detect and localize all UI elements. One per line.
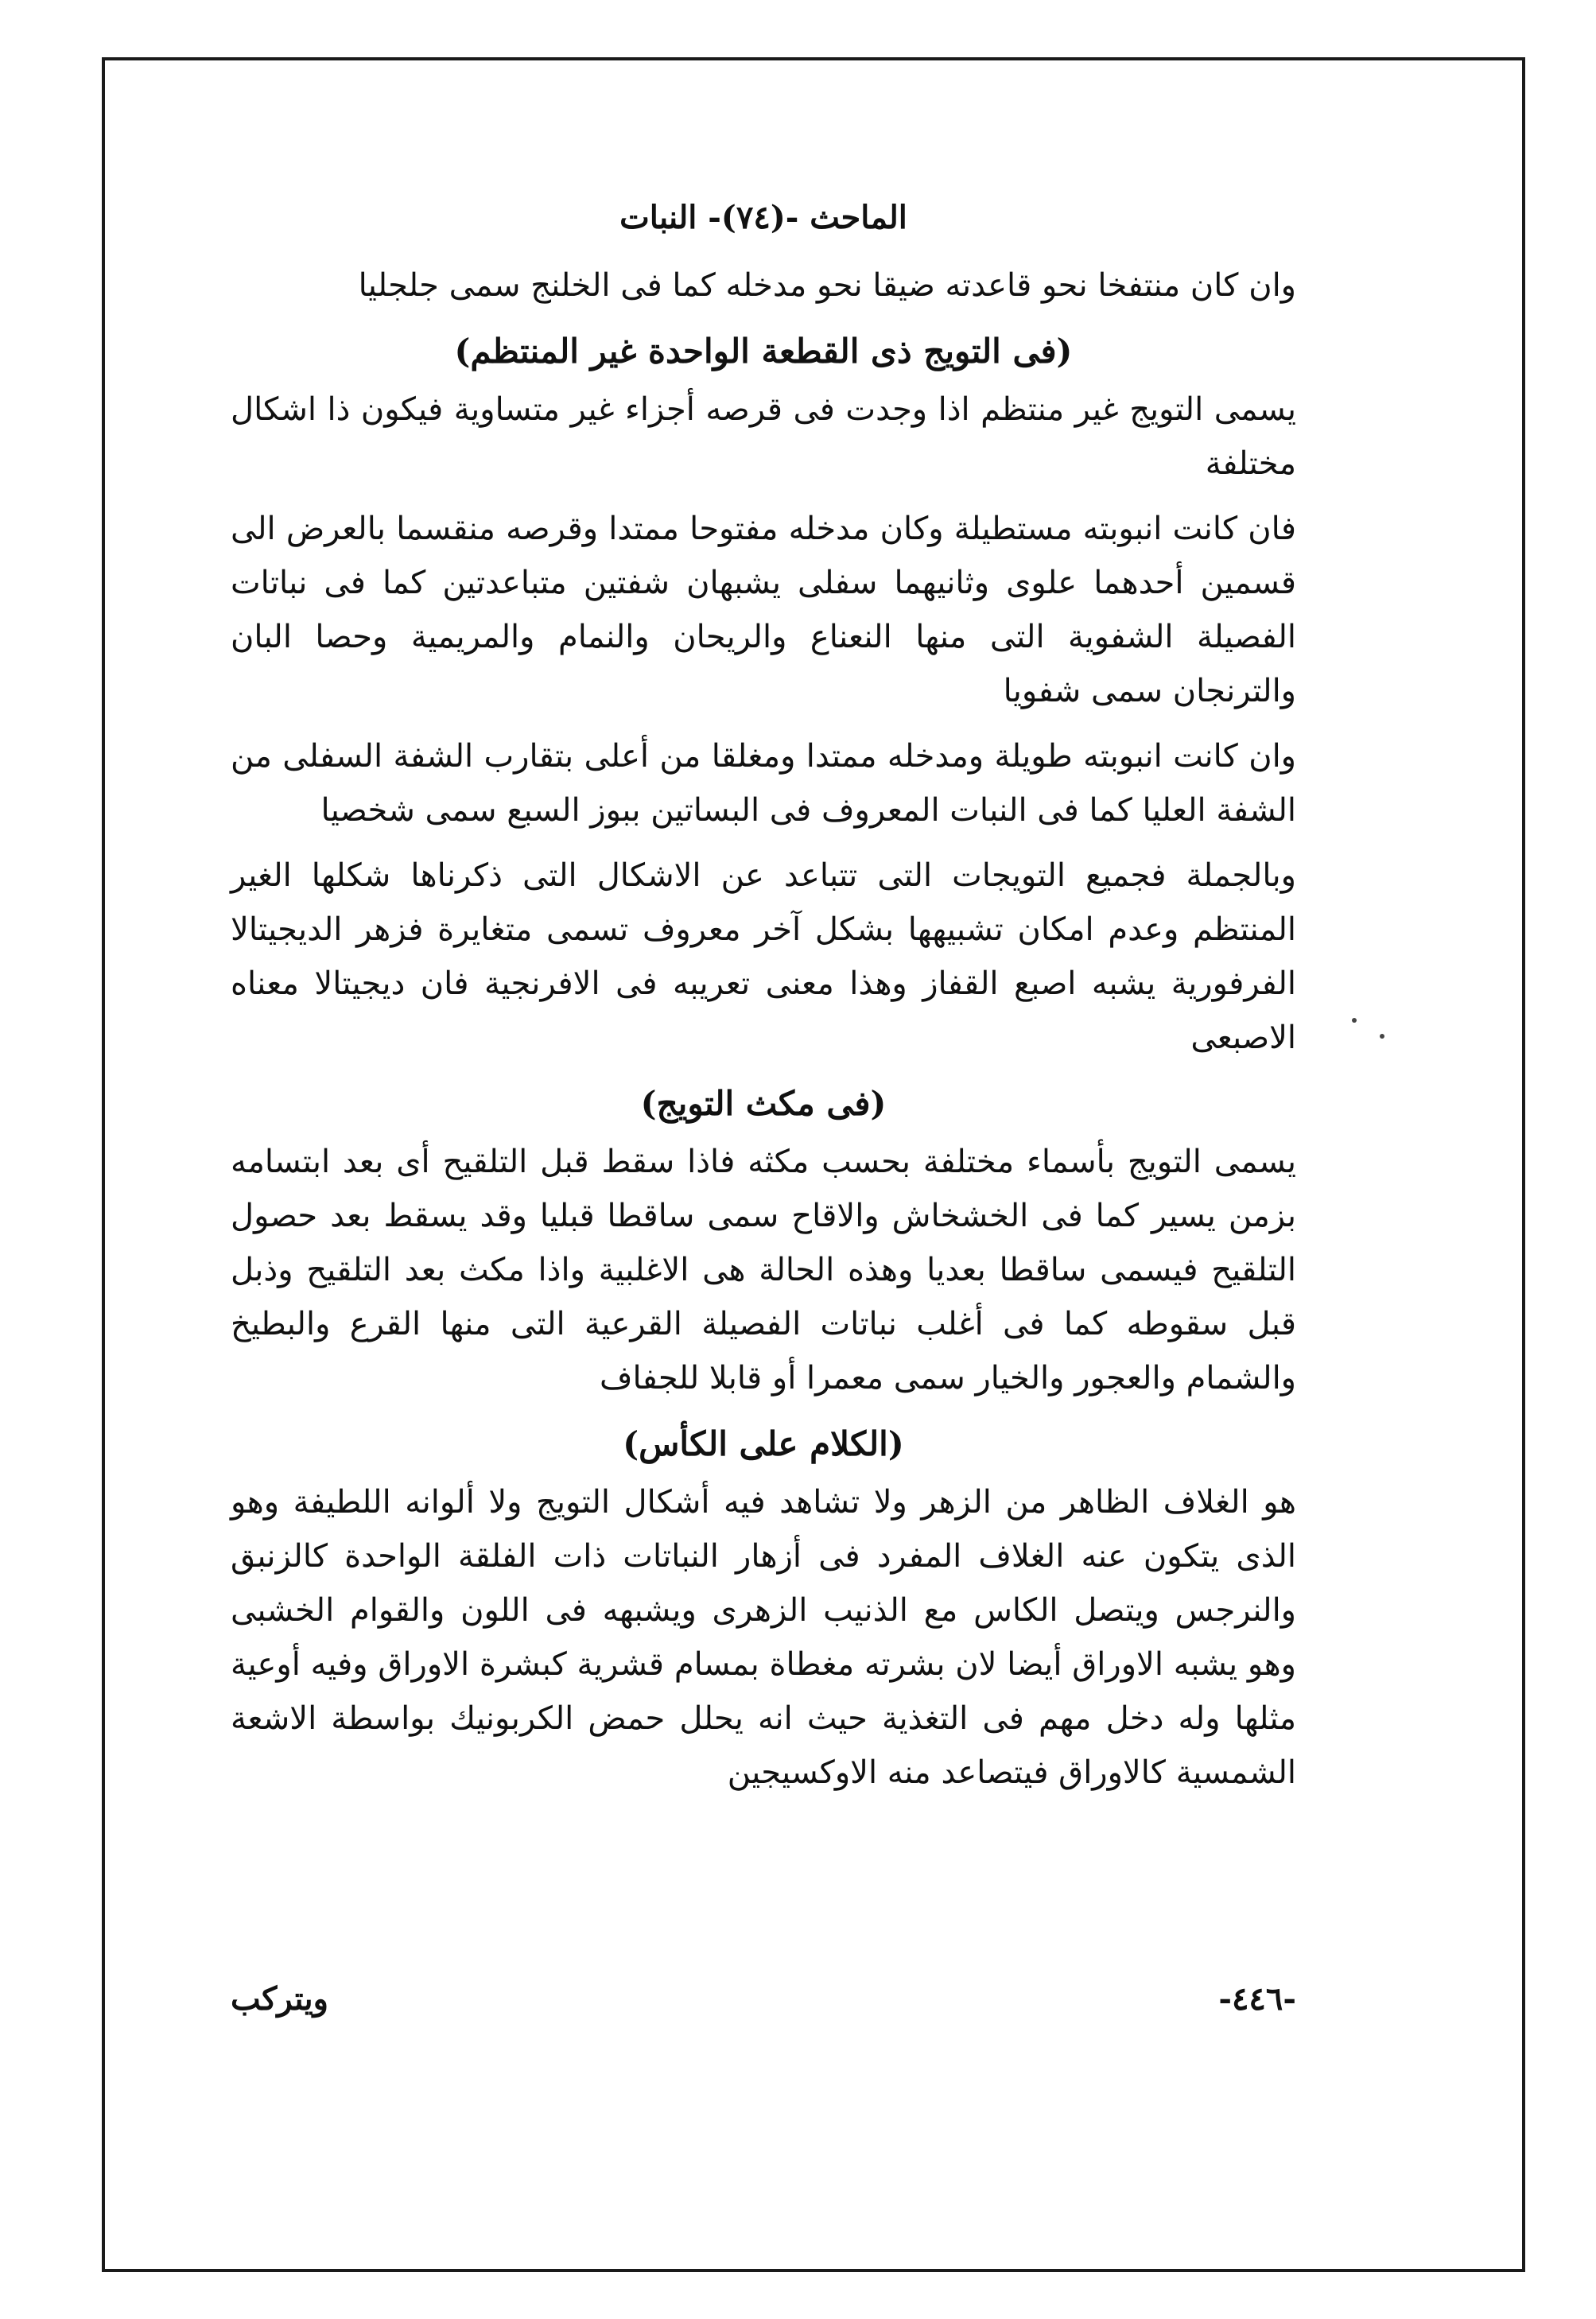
paragraph: يسمى التويج بأسماء مختلفة بحسب مكثه فاذا سقط قبل التلقيح أى بعد ابتسامه بزمن يسير كما فى الخشخاش والاقاح سمى ساقطا قبليا وقد يسقط بعد حصول التلقيح فيسمى ساقطا بعديا وهذه الحالة هى الاغلبية واذا مكث بعد التلقيح وذبل قبل سقوطه كما فى أغلب نباتات الفصيلة القرعية التى منها القرع والبطيخ والشمام والعجور والخيار سمى معمرا أو قابلا للجفاف [231, 1144, 1296, 1396]
scan-speck [1352, 1018, 1357, 1023]
page-footer [231, 1980, 1296, 2018]
page-content [231, 199, 1296, 1811]
section-heading: (الكلام على الكأس) [623, 1424, 904, 1463]
opening-line: وان كان منتفخا نحو قاعدته ضيقا نحو مدخله كما فى الخلنج سمى جلجليا [358, 267, 1296, 304]
paragraph: يسمى التويج غير منتظم اذا وجدت فى قرصه أجزاء غير متساوية فيكون ذا اشكال مختلفة [231, 391, 1296, 482]
section-heading: (فى مكث التويج) [640, 1084, 887, 1123]
section-heading: (فى التويج ذى القطعة الواحدة غير المنتظم) [454, 332, 1073, 371]
page-number: -٤٤٦- [1218, 1980, 1296, 2018]
scan-speck [1380, 1034, 1384, 1039]
paragraph: وان كانت انبوبته طويلة ومدخله ممتدا ومغلقا من أعلى بتقارب الشفة السفلى من الشفة العليا كما فى النبات المعروف فى البساتين ببوز السبع سمى شخصيا [231, 738, 1296, 829]
section-irregular-corolla [231, 324, 1296, 1065]
paragraph: فان كانت انبوبته مستطيلة وكان مدخله مفتوحا ممتدا وقرصه منقسما بالعرض الى قسمين أحدهما علوى وثانيهما سفلى يشبهان شفتين متباعدتين كما فى نباتات الفصيلة الشفوية التى منها النعناع والريحان والنمام والمريمية وحصا البان والترنجان سمى شفويا [231, 511, 1296, 709]
section-calyx [231, 1416, 1296, 1800]
paragraph: وبالجملة فجميع التويجات التى تتباعد عن الاشكال التى ذكرناها شكلها الغير المنتظم وعدم امكان تشبيهها بشكل آخر معروف تسمى متغايرة فزهر الديجيتالا الفرفورية يشبه اصبع القفاز وهذا معنى تعريبه فى الافرنجية فان ديجيتالا معناه الاصبعى [231, 857, 1296, 1056]
catchword: ويتركب [231, 1980, 328, 2018]
paragraph: هو الغلاف الظاهر من الزهر ولا تشاهد فيه أشكال التويج ولا ألوانه اللطيفة وهو الذى يتكون عنه الغلاف المفرد فى أزهار النباتات ذات الفلقة الواحدة كالزنبق والنرجس ويتصل الكاس مع الذنيب الزهرى ويشبهه فى اللون والقوام الخشبى وهو يشبه الاوراق أيضا لان بشرته مغطاة بمسام قشرية كبشرة الاوراق وفيه أوعية مثلها وله دخل مهم فى التغذية حيث انه يحلل حمض الكربونيك بواسطة الاشعة الشمسية كالاوراق فيتصاعد منه الاوكسيجين [231, 1484, 1296, 1791]
running-head: الماحث -(٧٤)- النبات [619, 199, 907, 236]
section-corolla-persistence [231, 1076, 1296, 1405]
